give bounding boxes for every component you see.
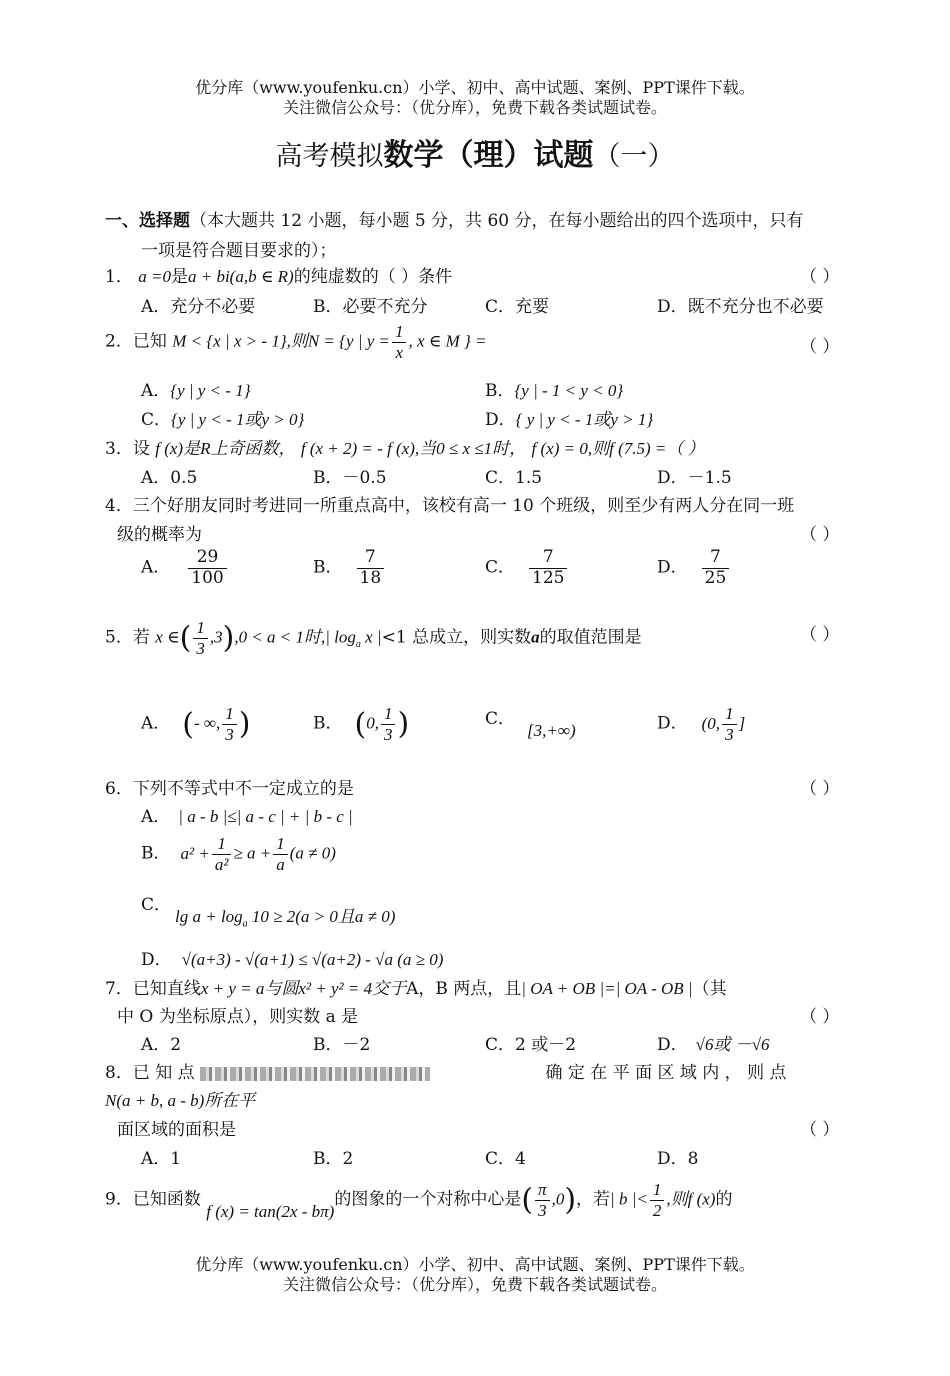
q6-option-b: B． a² + $\frac{1}{\text{a²}}$ ≥ a + $\frac{1}{a}$ (a ≠ 0) [141, 834, 336, 874]
q2-option-c: C．{y | y < - 1或y > 0} [141, 410, 305, 430]
footer-line-1: 优分库（www.youfenku.cn）小学、初中、高中试题、案例、PPT课件下载。 [195, 1255, 755, 1274]
q4-stem-line-2: 级的概率为 [117, 525, 202, 545]
header-line-2: 关注微信公众号：（优分库），免费下载各类试题试卷。 [282, 98, 667, 117]
title-suffix: （一） [593, 141, 675, 172]
q6-answer-blank: （ ） [800, 779, 840, 799]
question-2 [105, 322, 487, 362]
question-8: 8．已 知 点 确 定 在 平 面 区 域 内 ， 则 点 [105, 1063, 787, 1083]
question-5: 5．若 x ∈( $\frac{1}{3}$ ,3),0 < a < 1时,| $\log_a x$ |<1 总成立，则实数a的取值范围是 [105, 618, 642, 658]
q8-option-c: C．4 [485, 1149, 526, 1169]
question-3 [105, 434, 705, 459]
q1-math-a: a =0 [138, 267, 171, 286]
section-label: 一、选择题 [105, 211, 190, 231]
q2-text-a: 已知 [132, 331, 167, 352]
q7-option-d: D． √6或 －√6 [657, 1035, 770, 1055]
q5-option-c: C．[3,+∞) [485, 709, 576, 740]
q8-blurred-expression [200, 1067, 430, 1081]
q2-option-b: B．{y | - 1 < y < 0} [485, 381, 624, 401]
q7-answer-blank: （ ） [800, 1007, 840, 1027]
q5-option-b: B． (0, $\frac{1}{3}$ ) [313, 704, 410, 744]
section-header [105, 206, 804, 231]
q4-stem-line-1: 三个好朋友同时考进同一所重点高中，该校有高一 10 个班级，则至少有两人分在同一班 [132, 496, 795, 516]
q1-option-d: D．既不充分也不必要 [657, 297, 824, 317]
header-line-1: 优分库（www.youfenku.cn）小学、初中、高中试题、案例、PPT课件下载。 [195, 78, 755, 97]
q3-math-d: f (x) = 0,则f (7.5) =（ ） [531, 439, 705, 458]
q8-answer-blank: （ ） [800, 1120, 840, 1140]
q4-option-c: C． $\frac{7}{125}$ [485, 548, 569, 588]
q1-text-d: 的纯虚数的（ ）条件 [293, 267, 453, 287]
q8-stem-line-2: N(a + b, a - b)所在平 [105, 1091, 256, 1110]
q2-math-c: , x ∈ M } = [408, 331, 487, 351]
footer-line-2: 关注微信公众号：（优分库），免费下载各类试题试卷。 [282, 1275, 667, 1294]
q2-fraction: $\frac{1}{x}$ [392, 322, 407, 362]
q8-option-a: A．1 [141, 1149, 182, 1169]
q4-option-a: A． $\frac{29}{100}$ [141, 548, 229, 588]
q7-option-a: A．2 [141, 1035, 182, 1055]
q8-option-b: B．2 [313, 1149, 354, 1169]
q6-option-d: D． √(a+3) - √(a+1) ≤ √(a+2) - √a (a ≥ 0) [141, 950, 444, 970]
question-7: 7．已知直线x + y = a与圆x² + y² = 4交于A，B 两点，且| OA + OB |=| OA - OB |（其 [105, 979, 727, 999]
q1-text-b: 是 [170, 267, 188, 287]
q3-math-c: f (x + 2) = - f (x),当0 ≤ x ≤1时， [300, 439, 527, 458]
q5-option-d: D． (0, $\frac{1}{3}$ ] [657, 704, 746, 744]
q1-option-c: C．充要 [485, 297, 550, 317]
q3-number: 3． [105, 439, 133, 459]
q1-option-a: A．充分不必要 [141, 297, 256, 317]
q3-option-b: B．－0.5 [313, 468, 387, 488]
q3-math-b: f (x)是R上奇函数， [155, 439, 296, 458]
question-1 [105, 262, 452, 287]
q4-answer-blank: （ ） [800, 525, 840, 545]
question-6: 6．下列不等式中不一定成立的是 [105, 779, 354, 799]
section-desc: （本大题共 12 小题，每小题 5 分，共 60 分，在每小题给出的四个选项中，只有 [190, 211, 804, 231]
q8-stem-line-3: 面区域的面积是 [117, 1120, 236, 1140]
q3-option-c: C．1.5 [485, 468, 543, 488]
q2-option-d: D．{ y | y < - 1或y > 1} [485, 410, 654, 430]
question-4: 4．三个好朋友同时考进同一所重点高中，该校有高一 10 个班级，则至少有两人分在同一班 [105, 496, 795, 516]
q1-answer-blank: （ ） [800, 267, 840, 287]
section-desc-2: 一项是符合题目要求的）； [141, 241, 337, 261]
q2-option-a: A．{y | y < - 1} [141, 381, 251, 401]
q1-math-c: a + bi(a,b ∈ R) [187, 267, 294, 286]
q4-option-b: B． $\frac{7}{18}$ [313, 548, 386, 588]
title-main: 数学（理）试题 [383, 138, 594, 173]
q3-text-a: 设 [132, 439, 150, 459]
q5-answer-blank: （ ） [800, 625, 840, 645]
q2-answer-blank: （ ） [800, 337, 840, 357]
q3-option-d: D．－1.5 [657, 468, 732, 488]
q6-option-c-expr: $\lg a + \log_a 10 \ge 2(a > 0$且a ≠ 0) [175, 907, 396, 930]
q2-number: 2． [105, 331, 133, 352]
q8-option-d: D．8 [657, 1149, 699, 1169]
q6-option-a: A． | a - b |≤| a - c | + | b - c | [141, 807, 353, 827]
q7-stem-line-2: 中 O 为坐标原点），则实数 a 是 [117, 1007, 359, 1027]
q7-option-b: B．－2 [313, 1035, 371, 1055]
q6-option-c: C． [141, 895, 172, 915]
q7-option-c: C．2 或－2 [485, 1035, 577, 1055]
q5-option-a: A． (- ∞, $\frac{1}{3}$ ) [141, 704, 251, 744]
q4-option-d: D． $\frac{7}{25}$ [657, 548, 731, 588]
q3-option-a: A．0.5 [141, 468, 198, 488]
title-prefix: 高考模拟 [275, 141, 384, 172]
q2-math-b: M < {x | x > - 1},则N = {y | y = [172, 331, 390, 351]
question-9: 9．已知函数 f (x) = tan(2x - bπ)的图象的一个对称中心是( $\frac{\pi}{3}$ ,0)，若| b |< $\frac{1}{2}$ ,则f (x)的 [105, 1180, 733, 1221]
q1-option-b: B．必要不充分 [313, 297, 428, 317]
q1-number: 1． [105, 267, 133, 287]
page-title [0, 130, 950, 174]
